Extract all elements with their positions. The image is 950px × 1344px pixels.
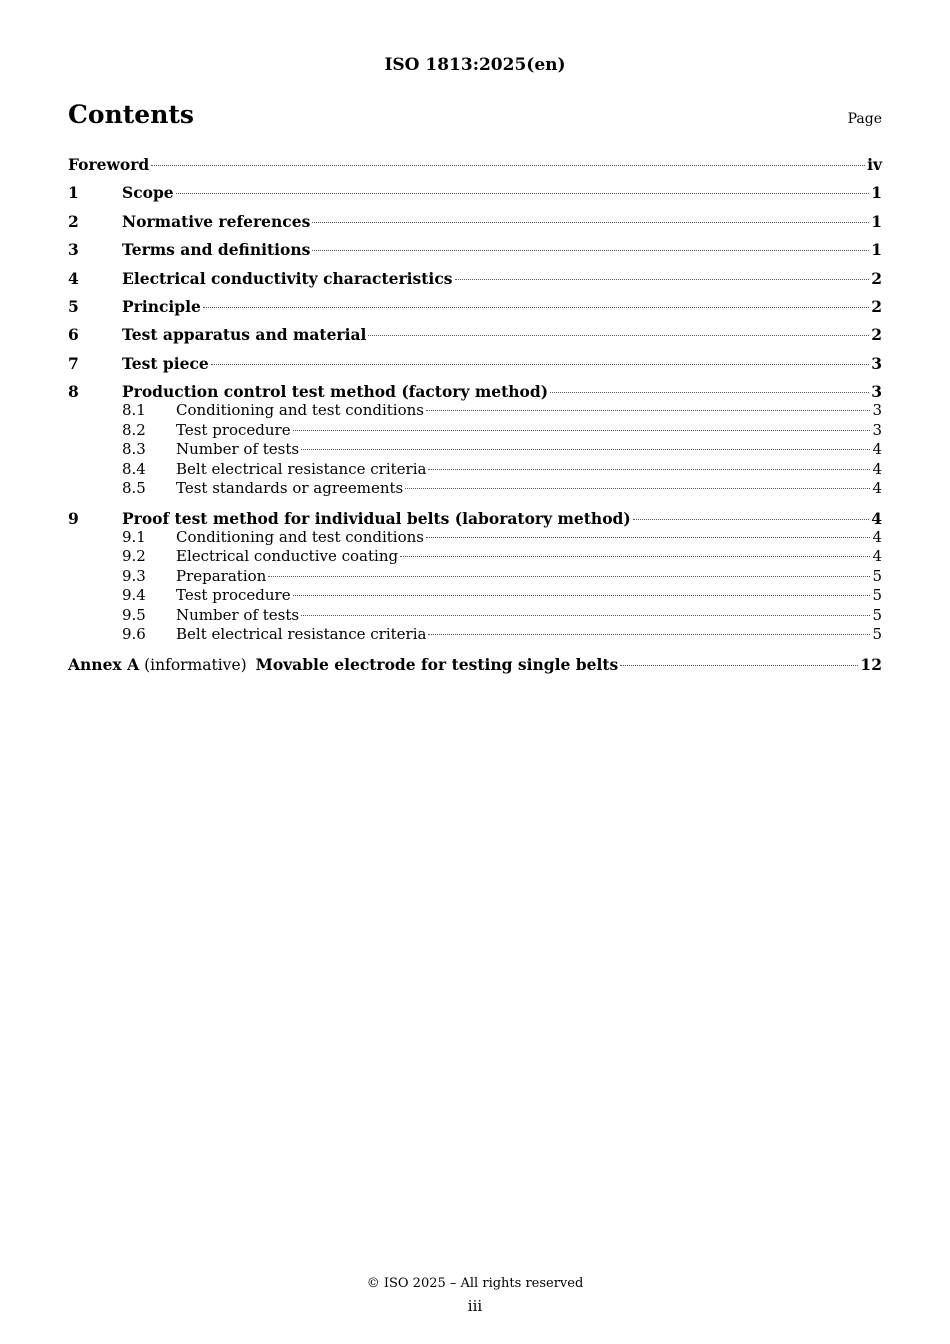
toc-entry-page: 1 (871, 240, 882, 260)
toc-entry-page: 3 (871, 382, 882, 402)
toc-entry-8-2[interactable] (68, 421, 882, 441)
dot-leader (368, 335, 869, 336)
dot-leader (211, 364, 869, 365)
toc-entry-9-3[interactable] (68, 567, 882, 587)
toc-entry-label: Terms and definitions (122, 240, 311, 260)
toc-entry-2[interactable] (68, 211, 882, 239)
toc-entry-number: 3 (68, 240, 79, 260)
toc-entry-9[interactable] (68, 508, 882, 528)
toc-entry-number: 8.5 (122, 479, 146, 498)
dot-leader (426, 537, 870, 538)
toc-entry-4[interactable] (68, 268, 882, 296)
toc-entry-7[interactable] (68, 353, 882, 381)
dot-leader (312, 250, 869, 251)
toc-entry-page: 3 (872, 401, 882, 420)
toc-entry-page: iv (867, 155, 882, 174)
toc-entry-label: Principle (122, 296, 201, 316)
dot-leader (620, 665, 858, 666)
toc-entry-page: 2 (871, 325, 882, 345)
toc-entry-number: 4 (68, 268, 79, 288)
dot-leader (301, 615, 870, 616)
toc-entry-label: Preparation (176, 566, 267, 585)
toc-entry-8-5[interactable] (68, 479, 882, 508)
page-column-label: Page (847, 111, 882, 127)
toc-entry-number: 9.5 (122, 605, 146, 624)
dot-leader (405, 488, 870, 489)
toc-entry-label: Foreword (68, 155, 150, 174)
dot-leader (176, 193, 870, 194)
dot-leader (428, 634, 870, 635)
dot-leader (293, 430, 871, 431)
toc-entry-number: 7 (68, 353, 79, 373)
annex-qualifier: (informative) (144, 655, 247, 674)
toc-entry-page: 3 (872, 420, 882, 439)
toc-entry-9-4[interactable] (68, 586, 882, 606)
toc-entry-label: Number of tests (176, 440, 300, 459)
toc-entry-9-6[interactable] (68, 625, 882, 654)
toc-entry-page: 2 (871, 296, 882, 316)
toc-entry-label: Conditioning and test conditions (176, 527, 424, 546)
toc-entry-label: Production control test method (factory method) (122, 382, 549, 402)
toc-entry-label: Electrical conductivity characteristics (122, 268, 453, 288)
toc-entry-label: Number of tests (176, 605, 300, 624)
toc-entry-8-1[interactable] (68, 401, 882, 421)
dot-leader (293, 595, 871, 596)
annex-title: Movable electrode for testing single belts (255, 654, 619, 674)
toc-entry-label: Proof test method for individual belts (laboratory method) (122, 508, 631, 528)
dot-leader (268, 576, 870, 577)
toc-entry-label: Electrical conductive coating (176, 547, 399, 566)
toc-entry-label: Conditioning and test conditions (176, 401, 424, 420)
dot-leader (400, 556, 870, 557)
dot-leader (151, 165, 865, 166)
toc-entry-label: Test apparatus and material (122, 325, 367, 345)
toc-entry-page: 4 (872, 547, 882, 566)
toc-entry-page: 4 (872, 479, 882, 498)
toc-entry-5[interactable] (68, 296, 882, 324)
dot-leader (633, 519, 870, 520)
toc-entry-label: Normative references (122, 211, 311, 231)
toc-entry-page: 4 (872, 459, 882, 478)
toc-entry-page: 4 (871, 508, 882, 528)
toc-entry-label: Test procedure (176, 420, 291, 439)
dot-leader (426, 410, 870, 411)
annex-prefix: Annex A (68, 654, 140, 674)
toc-entry-number: 9.4 (122, 586, 146, 605)
toc-entry-number: 2 (68, 211, 79, 231)
toc-entry-label: Test piece (122, 353, 209, 373)
toc-entry-label: Test standards or agreements (176, 479, 404, 498)
contents-title: Contents (68, 100, 195, 129)
toc-entry-number: 9 (68, 508, 79, 528)
toc-entry-9-5[interactable] (68, 606, 882, 626)
toc-entry-number: 8.4 (122, 459, 146, 478)
dot-leader (455, 279, 870, 280)
toc-entry-9-2[interactable] (68, 547, 882, 567)
toc-entry-page: 1 (871, 211, 882, 231)
copyright-footer: © ISO 2025 – All rights reserved (366, 1276, 584, 1291)
dot-leader (312, 222, 869, 223)
dot-leader (203, 307, 869, 308)
toc-entry-page: 5 (872, 625, 882, 644)
toc-entry-annex-a[interactable] (68, 654, 882, 682)
toc-entry-1[interactable] (68, 182, 882, 210)
toc-entry-page: 12 (860, 654, 882, 674)
dot-leader (428, 469, 870, 470)
table-of-contents (68, 154, 882, 682)
toc-entry-page: 5 (872, 605, 882, 624)
toc-entry-page: 5 (872, 566, 882, 585)
toc-entry-number: 6 (68, 325, 79, 345)
toc-entry-number: 8.1 (122, 401, 146, 420)
toc-entry-label: Test procedure (176, 586, 291, 605)
toc-entry-label: Scope (122, 183, 174, 203)
page-number: iii (467, 1297, 483, 1315)
toc-entry-8-4[interactable] (68, 460, 882, 480)
contents-title-row (68, 100, 882, 129)
toc-entry-page: 1 (871, 183, 882, 203)
toc-entry-6[interactable] (68, 324, 882, 352)
toc-entry-number: 9.2 (122, 547, 146, 566)
toc-entry-page: 4 (872, 527, 882, 546)
toc-entry-page: 4 (872, 440, 882, 459)
toc-entry-number: 8.3 (122, 440, 146, 459)
toc-entry-page: 5 (872, 586, 882, 605)
toc-entry-9-1[interactable] (68, 528, 882, 548)
toc-entry-8-3[interactable] (68, 440, 882, 460)
toc-entry-number: 9.6 (122, 625, 146, 644)
toc-entry-8[interactable] (68, 381, 882, 401)
toc-entry-label: Belt electrical resistance criteria (176, 459, 427, 478)
toc-entry-number: 8.2 (122, 420, 146, 439)
toc-entry-label: Belt electrical resistance criteria (176, 625, 427, 644)
toc-entry-number: 9.1 (122, 527, 146, 546)
toc-entry-number: 1 (68, 183, 79, 203)
toc-entry-foreword[interactable] (68, 154, 882, 182)
toc-entry-number: 5 (68, 296, 79, 316)
toc-entry-3[interactable] (68, 239, 882, 267)
toc-entry-page: 2 (871, 268, 882, 288)
toc-entry-number: 9.3 (122, 566, 146, 585)
toc-entry-number: 8 (68, 382, 79, 402)
dot-leader (301, 449, 870, 450)
document-id-header: ISO 1813:2025(en) (384, 55, 566, 75)
dot-leader (550, 392, 869, 393)
toc-entry-page: 3 (871, 353, 882, 373)
